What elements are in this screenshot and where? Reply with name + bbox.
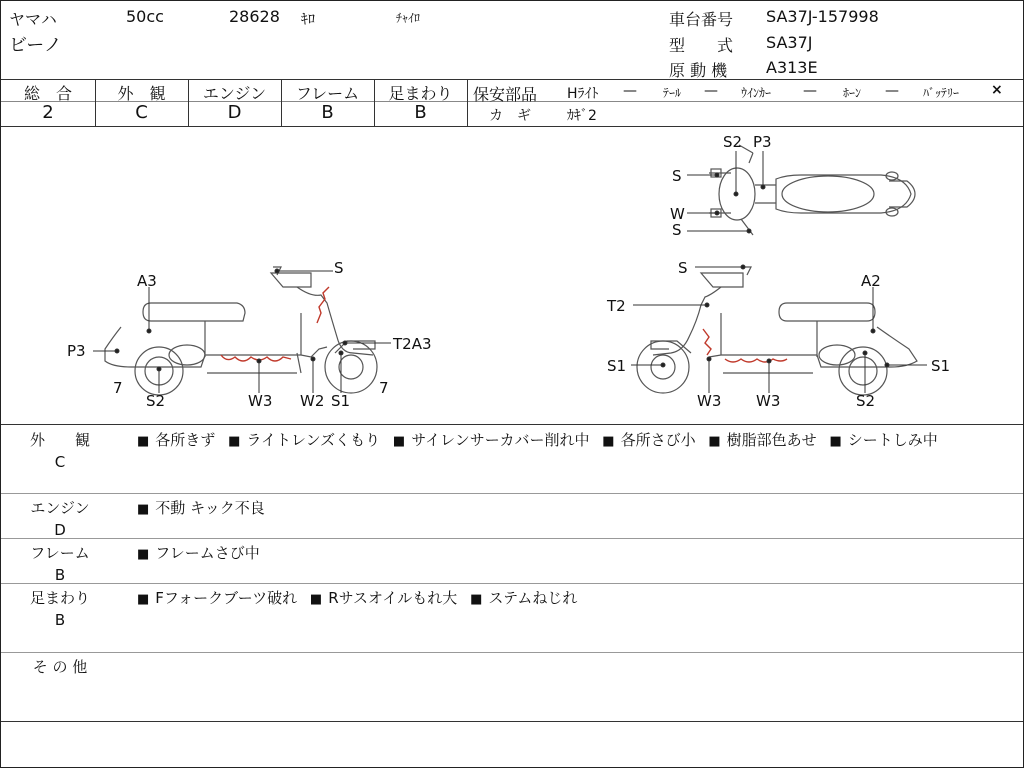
remark-item: ■ サイレンサーカバー削れ中 <box>392 431 590 449</box>
diag-label: P3 <box>753 133 772 151</box>
diag-label: W3 <box>756 392 781 410</box>
chassis-label: 車台番号 <box>669 10 734 29</box>
remark-item: ■ Fフォークブーツ破れ <box>137 589 298 607</box>
diag-label: S2 <box>856 392 876 410</box>
diag-label: S1 <box>607 357 627 375</box>
diag-label: S1 <box>931 357 951 375</box>
remark-category-label: 外 観 <box>29 431 90 449</box>
remark-item: ■ フレームさび中 <box>137 544 260 562</box>
engine-label: 原 動 機 <box>669 61 728 80</box>
remark-item: ■ ステムねじれ <box>470 589 578 607</box>
remark-items-exterior <box>137 429 1017 453</box>
diag-label: W2 <box>300 392 325 410</box>
diag-label: W3 <box>697 392 722 410</box>
remark-category-grade: C <box>54 453 66 471</box>
remark-category-other <box>21 656 99 678</box>
remark-items-suspension <box>137 587 585 611</box>
remark-category-grade: B <box>54 566 66 584</box>
displacement: 50cc <box>126 7 164 26</box>
safety-headlight-label: Hﾗｲﾄ <box>567 86 599 102</box>
remark-category-label: 足まわり <box>29 589 90 607</box>
top-view-scooter <box>709 145 915 235</box>
grade-value-suspension: B <box>414 102 427 123</box>
maker-name: ヤマハ <box>9 10 57 29</box>
remark-item: ■ 各所さび小 <box>602 431 696 449</box>
safety-horn-label: ﾎｰﾝ <box>843 86 862 100</box>
grade-value-exterior: C <box>135 102 148 123</box>
remark-item: ■ シートしみ中 <box>829 431 938 449</box>
remark-category-exterior <box>21 429 99 473</box>
safety-winker-label: ｳｲﾝｶｰ <box>741 86 772 100</box>
engine-value: A313E <box>766 58 818 77</box>
grade-value-engine: D <box>227 102 242 123</box>
remark-category-grade: D <box>54 521 66 539</box>
remark-item: ■ ライトレンズくもり <box>228 431 381 449</box>
remark-item: ■ Rサスオイルもれ大 <box>309 589 458 607</box>
diag-label: T2A3 <box>393 335 432 353</box>
divider <box>1 652 1023 653</box>
remark-item: ■ 不動 キック不良 <box>137 499 265 517</box>
remark-category-suspension <box>21 587 99 631</box>
key-label: カ ギ <box>489 108 531 124</box>
remark-items-frame <box>137 542 268 566</box>
diag-label: S <box>672 221 682 239</box>
remark-category-grade: B <box>54 611 66 629</box>
diag-label: S <box>334 259 344 277</box>
damage-mark <box>725 359 787 362</box>
grade-value-frame: B <box>321 102 334 123</box>
grade-label-frame: フレーム <box>295 84 360 103</box>
diag-label: 7 <box>113 379 123 397</box>
color-value: ﾁｬｲﾛ <box>396 11 421 25</box>
damage-marks <box>221 287 787 362</box>
chassis-value: SA37J-157998 <box>766 7 879 26</box>
damage-mark <box>221 355 291 361</box>
mileage-value: 28628 <box>229 7 280 26</box>
remark-category-label: フレーム <box>30 544 90 562</box>
diag-label: A3 <box>137 272 157 290</box>
key-value: ｶｷﾞ2 <box>567 108 597 124</box>
scooter-damage-diagram <box>1 127 1023 423</box>
grade-label-suspension: 足まわり <box>388 84 453 103</box>
diag-label: S2 <box>146 392 166 410</box>
remark-category-frame <box>21 542 99 586</box>
diag-label: A2 <box>861 272 881 290</box>
type-value: SA37J <box>766 33 813 52</box>
safety-winker-value: — <box>803 83 817 99</box>
divider <box>1 493 1023 494</box>
diag-label: 7 <box>379 379 389 397</box>
grade-value-overall: 2 <box>42 102 54 123</box>
diag-label: W3 <box>248 392 273 410</box>
safety-headlight-value: — <box>623 83 637 99</box>
diag-label: P3 <box>67 342 86 360</box>
safety-tail-label: ﾃｰﾙ <box>663 86 682 100</box>
diag-label: S <box>672 167 682 185</box>
divider <box>1 721 1023 722</box>
safety-title: 保安部品 <box>473 85 538 104</box>
remark-item: ■ 各所きず <box>137 431 216 449</box>
remark-category-label: そ の 他 <box>32 658 88 676</box>
safety-battery-value: × <box>991 82 1003 98</box>
mileage-unit: ｷﾛ <box>301 12 315 28</box>
remark-category-engine <box>21 497 99 541</box>
diag-label: S2 <box>723 133 743 151</box>
remark-item: ■ 樹脂部色あせ <box>708 431 817 449</box>
model-name: ビーノ <box>9 35 62 56</box>
safety-battery-label: ﾊﾞｯﾃﾘｰ <box>923 86 960 100</box>
remark-items-engine <box>137 497 273 521</box>
diag-label: S1 <box>331 392 351 410</box>
safety-tail-value: — <box>704 83 718 99</box>
diag-label: S <box>678 259 688 277</box>
divider <box>467 79 468 126</box>
grade-label-exterior: 外 観 <box>117 84 166 103</box>
grade-label-overall: 総 合 <box>23 84 72 103</box>
divider <box>1 538 1023 539</box>
grade-label-engine: エンジン <box>202 84 267 103</box>
divider <box>1 424 1023 425</box>
divider <box>467 101 1023 102</box>
diag-label: W <box>670 205 685 223</box>
damage-mark <box>703 329 711 355</box>
divider <box>1 583 1023 584</box>
safety-horn-value: — <box>885 83 899 99</box>
divider <box>1 79 1023 80</box>
type-label: 型 式 <box>669 36 734 55</box>
remark-category-label: エンジン <box>30 499 90 517</box>
diag-label: T2 <box>607 297 626 315</box>
